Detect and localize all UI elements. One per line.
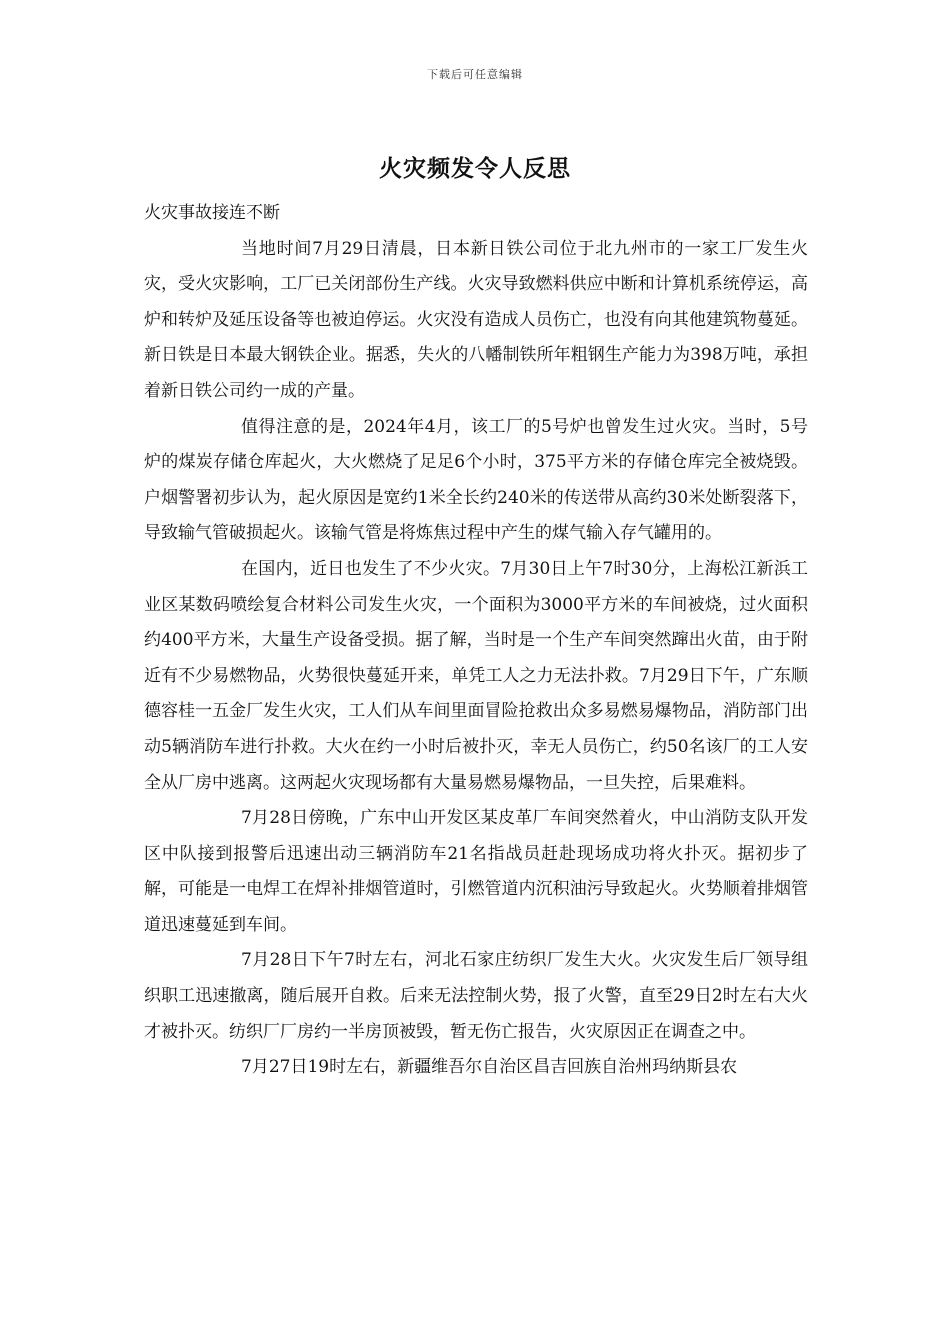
paragraph-3: 在国内，近日也发生了不少火灾。7月30日上午7时30分，上海松江新浜工业区某数码喷绘复合材料公司发生火灾，一个面积为3000平方米的车间被烧，过火面积约400平方米，大量生产设备受损。据了解，当时是一个生产车间突然蹿出火苗，由于附近有不少易燃物品，火势很快蔓延开来，单凭工人之力无法扑救。7月29日下午，广东顺德容桂一五金厂发生火灾，工人们从车间里面冒险抢救出众多易燃易爆物品，消防部门出动5辆消防车进行扑救。大火在约一小时后被扑灭，幸无人员伤亡，约50名该厂的工人安全从厂房中逃离。这两起火灾现场都有大量易燃易爆物品，一旦失控，后果难料。 (144, 558, 808, 793)
article-body (144, 196, 808, 1086)
paragraph-5: 7月28日下午7时左右，河北石家庄纺织厂发生大火。火灾发生后厂领导组织职工迅速撤离，随后展开自救。后来无法控制火势，报了火警，直至29日2时左右大火才被扑灭。纺织厂厂房约一半房顶被毁，暂无伤亡报告，火灾原因正在调查之中。 (144, 950, 808, 1042)
paragraph-2: 值得注意的是，2024年4月，该工厂的5号炉也曾发生过火灾。当时，5号炉的煤炭存储仓库起火，大火燃烧了足足6个小时，375平方米的存储仓库完全被烧毁。户烟警署初步认为，起火原因是宽约1米全长约240米的传送带从高约30米处断裂落下，导致输气管破损起火。该输气管是将炼焦过程中产生的煤气输入存气罐用的。 (144, 416, 808, 544)
page-title: 火灾频发令人反思 (379, 155, 571, 182)
header-note: 下载后可任意编辑 (427, 68, 523, 81)
paragraph-1: 当地时间7月29日清晨，日本新日铁公司位于北九州市的一家工厂发生火灾，受火灾影响，工厂已关闭部份生产线。火灾导致燃料供应中断和计算机系统停运，高炉和转炉及延压设备等也被迫停运。火灾没有造成人员伤亡，也没有向其他建筑物蔓延。新日铁是日本最大钢铁企业。据悉，失火的八幡制铁所年粗钢生产能力为398万吨，承担着新日铁公司约一成的产量。 (144, 238, 808, 401)
paragraph-4: 7月28日傍晚，广东中山开发区某皮革厂车间突然着火，中山消防支队开发区中队接到报警后迅速出动三辆消防车21名指战员赶赴现场成功将火扑灭。据初步了解，可能是一电焊工在焊补排烟管道时，引燃管道内沉积油污导致起火。火势顺着排烟管道迅速蔓延到车间。 (144, 808, 808, 935)
section-subheading: 火灾事故接连不断 (144, 203, 280, 223)
paragraph-6: 7月27日19时左右，新疆维吾尔自治区昌吉回族自治州玛纳斯县农 (241, 1057, 738, 1078)
